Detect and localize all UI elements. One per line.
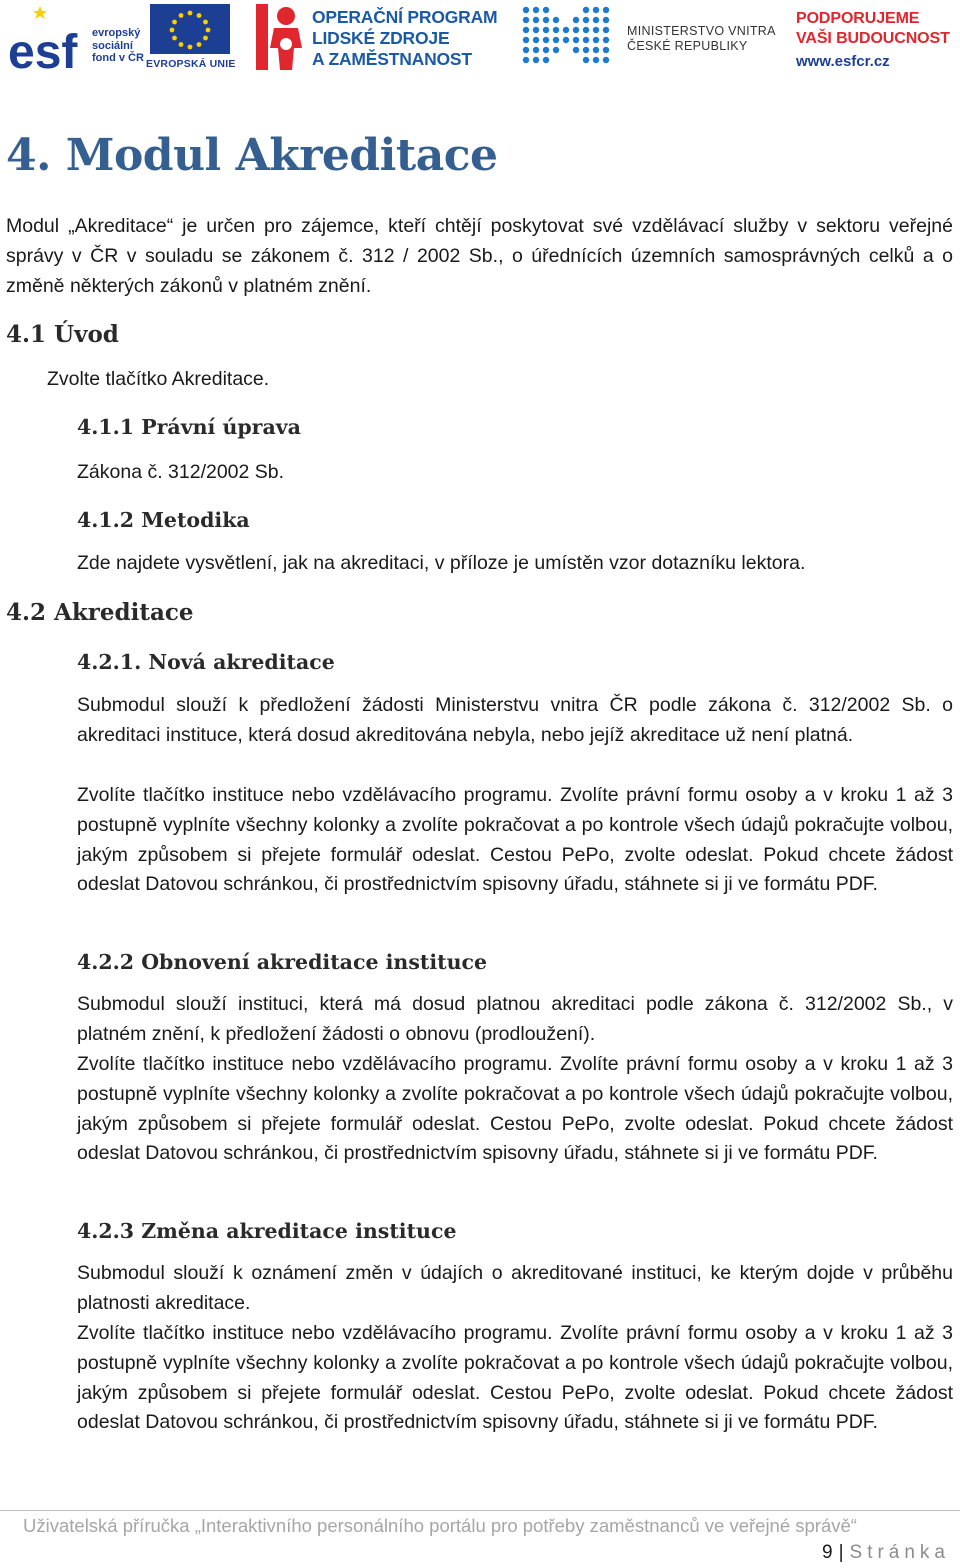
page-separator: | [838, 1542, 844, 1563]
footer-divider [0, 1510, 960, 1511]
support-url: www.esfcr.cz [796, 53, 890, 70]
oplz-title: OPERAČNÍ PROGRAM LIDSKÉ ZDROJE A ZAMĚSTNANOST [312, 7, 498, 69]
section-heading-4-2: 4.2 Akreditace [6, 599, 194, 626]
eu-flag-icon [150, 4, 230, 54]
section-heading-4-2-1: 4.2.1. Nová akreditace [77, 650, 335, 674]
section-heading-4-1: 4.1 Úvod [6, 321, 119, 348]
oplz-logo-icon [256, 4, 306, 70]
header-logo-bar [0, 0, 960, 76]
support-slogan: PODPORUJEME VAŠI BUDOUCNOST [796, 10, 950, 47]
ministry-dots-logo [521, 4, 611, 68]
footer-title: Uživatelská příručka „Interaktivního personálního portálu pro potřeby zaměstnanců ve veřejné správě“ [23, 1515, 857, 1536]
footer-page-number [822, 1542, 950, 1564]
section-text-4-2-3-b: Zvolíte tlačítko instituce nebo vzdělávacího programu. Zvolíte právní formu osoby a v kroku 1 až 3 postupně vyplníte všechny kolonky a zvolíte pokračovat a po kontrole všech údajů pokračujte volbou, jakým způsobem si přejete formulář odeslat. Cestou PePo, zvolte odeslat. Pokud chcete žádost odeslat Datovou schránkou, či prostřednictvím spisovny úřadu, stáhnete si ji ve formátu PDF. [77, 1322, 953, 1434]
svg-text:esf: esf [8, 26, 78, 72]
section-heading-4-2-2: 4.2.2 Obnovení akreditace instituce [77, 950, 488, 974]
esf-caption: evropský sociální fond v ČR [92, 27, 144, 64]
page-word: Stránka [849, 1542, 950, 1563]
intro-paragraph: Modul „Akreditace“ je určen pro zájemce, kteří chtějí poskytovat své vzdělávací služby v sektoru veřejné správy v ČR v souladu se zákonem č. 312 / 2002 Sb., o úřednících územních samosprávných celků a o změně některých zákonů v platném znění. [6, 215, 953, 297]
section-text-4-1-2: Zde najdete vysvětlení, jak na akreditaci, v příloze je umístěn vzor dotazníku lektora. [77, 552, 806, 574]
section-text-4-2-3-a: Submodul slouží k oznámení změn v údajích o akreditované instituci, ke kterým dojde v průběhu platnosti akreditace. [77, 1262, 953, 1314]
page-title: 4. Modul Akreditace [6, 130, 498, 181]
section-text-4-2-2-b: Zvolíte tlačítko instituce nebo vzdělávacího programu. Zvolíte právní formu osoby a v kroku 1 až 3 postupně vyplníte všechny kolonky a zvolíte pokračovat a po kontrole všech údajů pokračujte volbou, jakým způsobem si přejete formulář odeslat. Cestou PePo, zvolte odeslat. Pokud chcete žádost odeslat Datovou schránkou, či prostřednictvím spisovny úřadu, stáhnete si ji ve formátu PDF. [77, 1053, 953, 1165]
eu-caption: EVROPSKÁ UNIE [146, 58, 236, 70]
section-heading-4-1-1: 4.1.1 Právní úprava [77, 415, 301, 439]
section-text-4-2-1-a: Submodul slouží k předložení žádosti Ministerstvu vnitra ČR podle zákona č. 312/2002 Sb. o akreditaci instituce, která dosud akreditována nebyla, nebo jejíž akreditace už není platná. [77, 694, 953, 746]
section-heading-4-2-3: 4.2.3 Změna akreditace instituce [77, 1219, 457, 1243]
page-number: 9 [822, 1542, 833, 1563]
section-text-4-2-2-a: Submodul slouží instituci, která má dosud platnou akreditaci podle zákona č. 312/2002 Sb., v platném znění, k předložení žádosti o obnovu (prodloužení). [77, 993, 953, 1045]
section-text-4-2-1-b: Zvolíte tlačítko instituce nebo vzdělávacího programu. Zvolíte právní formu osoby a v kroku 1 až 3 postupně vyplníte všechny kolonky a zvolíte pokračovat a po kontrole všech údajů pokračujte volbou, jakým způsobem si přejete formulář odeslat. Cestou PePo, zvolte odeslat. Pokud chcete žádost odeslat Datovou schránkou, či prostřednictvím spisovny úřadu, stáhnete si ji ve formátu PDF. [77, 784, 953, 896]
section-text-4-1-1: Zákona č. 312/2002 Sb. [77, 461, 285, 483]
ministry-caption: MINISTERSTVO VNITRA ČESKÉ REPUBLIKY [627, 24, 776, 53]
esf-logo [6, 2, 90, 72]
section-heading-4-1-2: 4.1.2 Metodika [77, 508, 250, 532]
section-text-4-1: Zvolte tlačítko Akreditace. [47, 368, 270, 390]
